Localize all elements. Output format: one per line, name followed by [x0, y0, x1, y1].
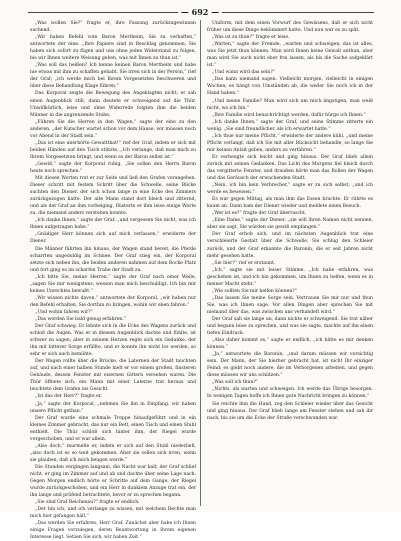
column-divider: [200, 20, 201, 506]
paragraph: „Das kann niemand sagen. Vielleicht morgen, vielleicht in einigen Wochen; es hängt von Umständen ab, die weder Sie noch ich in der Hand haben.“: [207, 77, 373, 97]
paragraph: „Und meine Familie? Man wird sich um mich ängstigen, man weiß nicht, wo ich bin.“: [207, 98, 373, 111]
right-column: [207, 20, 373, 506]
paragraph: Es war gegen Mittag, als man ihm das Essen brachte. Er rührte es kaum an. Dann kam der Diener wieder und meldete einen Besuch.: [207, 197, 373, 210]
paragraph: „Das werden Sie bald genug erfahren.“: [35, 316, 127, 322]
paragraph: „Wir haben Befehl vom Baron Mertheim, Sie zu verhaften,“ antwortete der eine. „Ihre Papiere sind in Beschlag genommen, Sie haben sich sofort zu fügen und uns ohne jeden Widerstand zu folgen, bis wir Ihnen weitere Weisung geben, was mit Ihnen zu thun ist.“: [30, 35, 196, 62]
paragraph: „Was soll ich thun?“: [212, 380, 259, 386]
paragraph: „Ist das der Herr?“ fragte er.: [35, 394, 102, 400]
paragraph: „Ich danke Ihnen,“ sagte der Graf, „und vergessen Sie nicht, was ich Ihnen aufgetragen habe.“: [30, 218, 196, 231]
paragraph: Der Wagen rollte über die Brücke, die Laternen der Stadt tauchten auf, und nach einer halben Stunde hielt er vor einem großen, finsteren Gebäude, dessen Fenster mit eisernen Gittern versehen waren. Die Thür öffnete sich, ein Mann mit einer Laterne trat heraus und leuchtete dem Grafen ins Gesicht.: [30, 359, 196, 393]
paragraph: „Wer ist es?“ fragte der Graf überrascht.: [212, 211, 307, 217]
paragraph: „Das lassen Sie meine Sorge sein. Vertrauen Sie mir nur und thun Sie, was ich Ihnen sage. Vor allen Dingen aber sprechen Sie mit niemand über das, was zwischen uns verhandelt wird.“: [207, 295, 373, 315]
header-rule-right: [222, 12, 374, 13]
paragraph: „Wir wissen nichts davon,“ antwortete der Korporal, „wir haben nur den Befehl erhalten, Sie dorthin zu bringen, wohin wir eben fahren.“: [30, 295, 196, 308]
paragraph: „Der bin ich, und ich verlange zu wissen, mit welchem Rechte man mich hier gefangen hält.“: [30, 507, 196, 520]
paragraph: „Ja,“ sagte der Korporal, „nehmen Sie ihn in Empfang, wir haben unsere Pflicht gethan.“: [30, 401, 196, 414]
paragraph: Sie reichte ihm die Hand, zog den Schleier wieder über das Gesicht und ging hinaus. Der Graf blieb lange am Fenster stehen und sah ihr nach, bis sie um die Ecke der Straße verschwunden war.: [207, 401, 373, 421]
paragraph: „Was wollen Sie?“ fragte er, ihre Fassung zurückzugewinnen suchend.: [30, 21, 196, 34]
paragraph: „Nein, ich bin kein Verbrecher,“ sagte er zu sich selbst, „und ich werde es beweisen.“: [207, 183, 373, 196]
paragraph: „Das werden Sie erfahren, Herr Graf. Zunächst aber habe ich Ihnen einige Fragen vorzulegen, deren Beantwortung in Ihrem eigenen Interesse liegt. Setzen Sie sich, wir haben Zeit.“: [30, 521, 196, 541]
paragraph: „Warten,“ sagte der Fremde, „warten und schweigen, das ist alles, was Sie jetzt thun können. Man wird Ihnen keine Gewalt anthun, aber man wird Sie auch nicht eher frei lassen, als bis die Sache aufgeklärt ist.“: [207, 42, 373, 69]
paragraph: Der Graf sah sie lange an, dann nickte er schweigend. Sie trat näher und begann leise zu sprechen, und was sie sagte, machte auf ihn einen tiefen Eindruck.: [207, 316, 373, 337]
paragraph: „Sie sind Graf Reichenau?“ fragte er endlich.: [35, 500, 140, 506]
paragraph: „Ihre Familie wird benachrichtigt werden, dafür bürge ich Ihnen.“: [212, 112, 366, 118]
page-header: [0, 6, 401, 18]
paragraph: „Ich thue nur meine Pflicht,“ erwiderte der andere kühl, „und meine Pflicht verlangt, daß ich Sie mit aller Rücksicht behandle, so lange Sie mir keinen Anlaß geben, anders zu verfahren.“: [207, 133, 373, 153]
paragraph: „Und wann wird das sein?“: [212, 70, 275, 76]
paragraph: Uniform, mit dem einen Vorwurf des Gewissens, daß er sich nicht früher um diese Dinge bekümmert hatte. Und nun war es zu spät.: [207, 21, 373, 34]
paragraph: Die Stunden vergingen langsam, die Nacht war kalt, der Graf schlief nicht, er ging im Zimmer auf und ab und dachte über seine Lage nach. Gegen Morgen endlich hörte er Schritte auf dem Gange, der Riegel wurde zurückgeschoben, und ein Herr in dunklem Anzuge trat ein, der ihn lange und prüfend betrachtete, bevor er zu sprechen begann.: [30, 464, 196, 499]
paragraph: „Führen Sie die Herren in den Wagen,“ sagte der eine zu den anderen, „der Kutscher wartet schon vor dem Hause, wir müssen noch vor Abend in der Stadt sein.“: [30, 119, 196, 139]
paragraph: „Also daher kommt es,“ sagte er endlich, „ich hätte es mir denken können.“: [207, 338, 373, 351]
paragraph: Der Graf wurde eine schmale Treppe hinaufgeführt und in ein kleines Zimmer gebracht, das nur ein Bett, einen Tisch und einen Stuhl enthielt. Die Thür schloß sich hinter ihm, der Riegel wurde vorgeschoben, und er war allein.: [30, 415, 196, 442]
paragraph: Der Graf schwieg. Er lehnte sich in die Ecke des Wagens zurück und schloß die Augen. Was er in diesem Augenblick dachte und fühlte, ist schwer zu sagen; aber in seinem Herzen regte sich ein Gedanke, der ihn mit bitterer Sorge erfüllte, und er konnte ihn nicht los werden, so sehr er sich auch bemühte.: [30, 324, 196, 358]
left-column: [30, 20, 196, 541]
paragraph: „Wie sollten Sie mir helfen können?“: [212, 288, 298, 294]
page-number: — 692 —: [180, 7, 220, 17]
paragraph: „Sie hier?“ rief er erstaunt.: [212, 260, 276, 266]
paragraph: „Eine Dame,“ sagte der Diener, „sie will ihren Namen nicht nennen, aber sie sagt, Sie würden sie gewiß empfangen.“: [207, 218, 373, 231]
paragraph: „Ja,“ antwortete die Baronin, „und darum müssen wir vorsichtig sein. Der Mann, der Sie hierher gebracht hat, ist nicht Ihr einziger Feind; es giebt noch andere, die im Verborgenen arbeiten, und gegen diese müssen wir uns schützen.“: [207, 352, 373, 379]
paragraph: „Was ist zu thun?“ fragte er leise.: [212, 35, 290, 41]
paragraph: „Gnädiger Herr können sich auf mich verlassen,“ erwiderte der Diener.: [30, 232, 196, 245]
paragraph: Das Korporal zeigte die Bewegung des Angeklagten nicht; er sah einen Augenblick still, dann deutete er schweigend auf die Thür. Unwillkürlich, leise und ohne Widerrede folgten ihm die beiden Männer in die angrenzende Stube.: [30, 91, 196, 118]
paragraph: „Ich,“ sagte sie mit leiser Stimme. „Ich habe erfahren, was geschehen ist, und ich bin gekommen, um Ihnen zu helfen, wenn es in meiner Macht steht.“: [207, 267, 373, 287]
paragraph: Mit diesen Worten trat er zur Seite und ließ den Grafen vorangehen. Dieser schritt mit festem Schritt über die Schwelle, seine Blicke suchten den Diener, der sich schon lange in eine Ecke des Zimmers zurückgezogen hatte. Der alte Mann stand dort bleich und zitternd, und als der Graf an ihm vorbeiging, flüsterte er ihm leise einige Worte zu, die niemand anders verstehen konnte.: [30, 176, 196, 217]
header-rule-left: [28, 12, 178, 13]
paragraph: Die Männer führten ihn hinaus, der Wagen stand bereit, die Pferde scharrten ungeduldig im Schnee. Der Graf stieg ein, der Korporal setzte sich neben ihn, die beiden anderen nahmen auf dem Bocke Platz und fort ging es im scharfen Trabe der Stadt zu.: [30, 246, 196, 273]
paragraph: „Ich danke Ihnen,“ sagte der Graf, und seine Stimme zitterte ein wenig. „Sie sind freundlicher, als ich erwartet hatte.“: [207, 119, 373, 132]
paragraph: Der Graf erhob sich, und im nächsten Augenblick trat eine verschleierte Gestalt über die Schwelle. Sie schlug den Schleier zurück, und der Graf erkannte die Baronin, die er seit Jahren nicht mehr gesehen hatte.: [207, 232, 373, 259]
paragraph: „Also doch,“ murmelte er, indem er sich auf den Stuhl niederließ, „also doch ist es so weit gekommen. Aber sie sollen sich irren, wenn sie glauben, daß ich mich beugen werde.“: [30, 443, 196, 463]
paragraph: „Und wohin fahren wir?“: [35, 309, 93, 315]
paragraph: „Was soll das heißen? Ich kenne keinen Baron Mertheim und habe nie etwas mit ihm zu schaffen gehabt. Sie irren sich in der Person,“ rief der Graf; „ich werde mich bei Ihrem Vorgesetzten beschweren und über diese Behandlung Klage führen.“: [30, 63, 196, 90]
paragraph: „Nichts, als warten und schweigen. Ich werde das Übrige besorgen. In wenigen Tagen hoffe ich Ihnen gute Nachricht bringen zu können.“: [207, 387, 373, 400]
paragraph: „Gewiß,“ sagte der Korporal ruhig, „Sie sollen den Herrn Baron heute noch sprechen.“: [30, 161, 196, 174]
paragraph: Er verbeugte sich leicht und ging hinaus. Der Graf blieb allein zurück mit seinen Gedanken. Das Licht des Morgens fiel bleich durch das vergitterte Fenster, und draußen hörte man das Rollen der Wagen und das Geräusch der erwachenden Stadt.: [207, 154, 373, 182]
paragraph: „Ich bitte Sie, meine Herren,“ sagte der Graf nach einer Weile, „sagen Sie mir wenigstens, wessen man mich beschuldigt. Ich bin mir keines Unrechtes bewußt.“: [30, 274, 196, 294]
paragraph: „Das ist eine unerhörte Gewaltthat!“ rief der Graf, indem er sich mit beiden Händen auf den Tisch stützte. „Ich verlange, daß man mich zu Ihrem Vorgesetzten bringt, und wenn es der Baron selbst ist.“: [30, 140, 196, 160]
